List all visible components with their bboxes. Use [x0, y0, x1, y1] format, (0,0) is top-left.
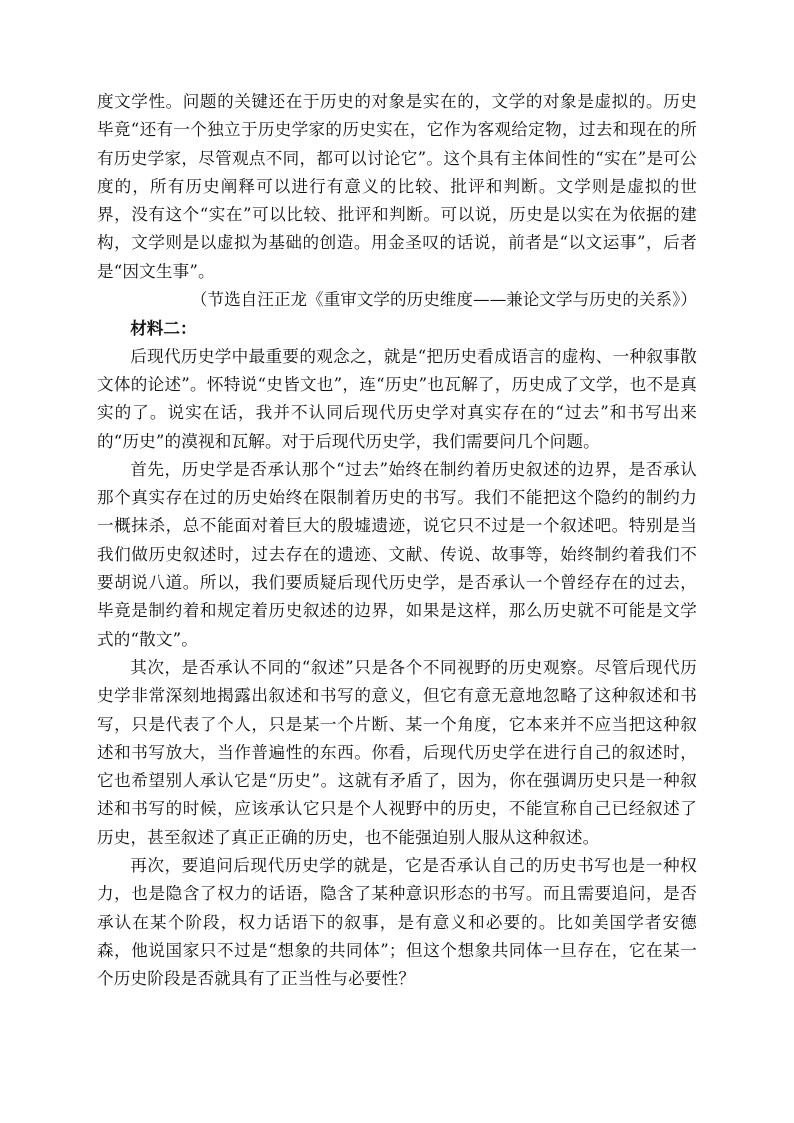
body-paragraph-3: 其次，是否承认不同的“叙述”只是各个不同视野的历史观察。尽管后现代历史学非常深刻地揭露出叙述和书写的意义，但它有意无意地忽略了这种叙述和书写，只是代表了个人，只是某一个片断、某一个角度，它本来并不应当把这种叙述和书写放大，当作普遍性的东西。你看，后现代历史学在进行自己的叙述时，它也希望别人承认它是“历史”。这就有矛盾了，因为，你在强调历史只是一种叙述和书写的时候，应该承认它只是个人视野中的历史，不能宣称自己已经叙述了历史，甚至叙述了真正正确的历史，也不能强迫别人服从这种叙述。 [97, 657, 697, 847]
body-paragraph-4: 再次，要追问后现代历史学的就是，它是否承认自己的历史书写也是一种权力，也是隐含了权力的话语，隐含了某种意识形态的书写。而且需要追问，是否承认在某个阶段，权力话语下的叙事，是有意义和必要的。比如美国学者安德森，他说国家只不过是“想象的共同体”；但这个想象共同体一旦存在，它在某一个历史阶段是否就具有了正当性与必要性？ [97, 856, 697, 989]
document-page [97, 88, 697, 994]
intro-paragraph: 度文学性。问题的关键还在于历史的对象是实在的，文学的对象是虚拟的。历史毕竟“还有一个独立于历史学家的历史实在，它作为客观给定物，过去和现在的所有历史学家，尽管观点不同，都可以讨论它”。这个具有主体间性的“实在”是可公度的，所有历史阐释可以进行有意义的比较、批评和判断。文学则是虚拟的世界，没有这个“实在”可以比较、批评和判断。可以说，历史是以实在为依据的建构，文学则是以虚拟为基础的创造。用金圣叹的话说，前者是“以文运事”，后者是“因文生事”。 [97, 92, 697, 281]
source-citation: （节选自汪正龙《重审文学的历史维度——兼论文学与历史的关系》） [190, 290, 697, 310]
material-two-heading: 材料二： [130, 318, 197, 339]
body-paragraph-2: 首先，历史学是否承认那个“过去”始终在制约着历史叙述的边界，是否承认那个真实存在过的历史始终在限制着历史的书写。我们不能把这个隐约的制约力一概抹杀，总不能面对着巨大的殷墟遗迹，说它只不过是一个叙述吧。特别是当我们做历史叙述时，过去存在的遗迹、文献、传说、故事等，始终制约着我们不要胡说八道。所以，我们要质疑后现代历史学，是否承认一个曾经存在的过去，毕竟是制约着和规定着历史叙述的边界，如果是这样，那么历史就不可能是文学式的“散文”。 [97, 459, 697, 649]
body-paragraph-1: 后现代历史学中最重要的观念之，就是“把历史看成语言的虚构、一种叙事散文体的论述”。怀特说“史皆文也”，连“历史”也瓦解了，历史成了文学，也不是真实的了。说实在话，我并不认同后现代历史学对真实存在的“过去”和书写出来的“历史”的漠视和瓦解。对于后现代历史学，我们需要问几个问题。 [97, 346, 697, 451]
